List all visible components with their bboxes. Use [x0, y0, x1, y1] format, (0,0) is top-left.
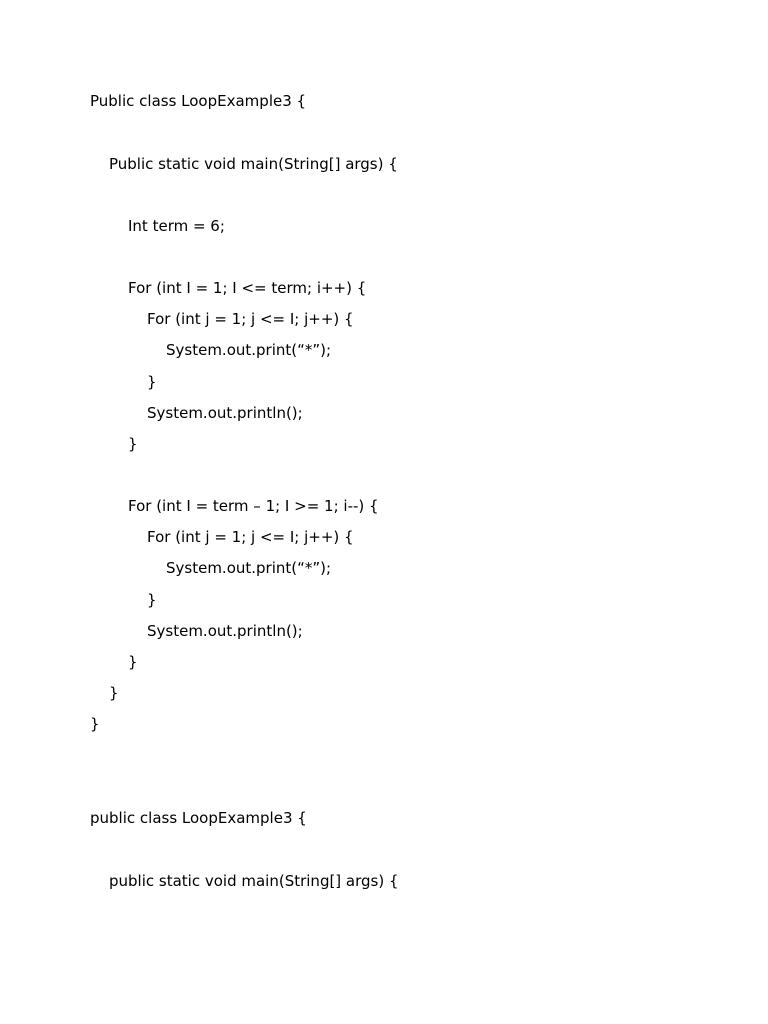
code-line-term-declaration: Int term = 6;: [128, 217, 225, 235]
code-line-main-close: }: [109, 684, 119, 702]
code-line-main-declaration: Public static void main(String[] args) {: [109, 155, 398, 173]
code-line-loop2-inner: For (int j = 1; j <= I; j++) {: [147, 528, 354, 546]
code-line-main-declaration-2: public static void main(String[] args) {: [109, 872, 399, 890]
code-line-class-declaration-2: public class LoopExample3 {: [90, 809, 307, 827]
code-line-loop2-inner-close: }: [147, 591, 157, 609]
code-line-loop1-outer: For (int I = 1; I <= term; i++) {: [128, 279, 367, 297]
code-line-class-close: }: [90, 715, 100, 733]
code-line-class-declaration: Public class LoopExample3 {: [90, 92, 307, 110]
code-line-loop1-inner: For (int j = 1; j <= I; j++) {: [147, 310, 354, 328]
code-line-loop2-print: System.out.print(“*”);: [166, 559, 332, 577]
code-line-loop2-outer-close: }: [128, 653, 138, 671]
code-line-loop1-print: System.out.print(“*”);: [166, 341, 332, 359]
code-line-loop2-outer: For (int I = term – 1; I >= 1; i--) {: [128, 497, 379, 515]
code-line-loop2-println: System.out.println();: [147, 622, 303, 640]
code-line-loop1-println: System.out.println();: [147, 404, 303, 422]
code-line-loop1-outer-close: }: [128, 435, 138, 453]
code-line-loop1-inner-close: }: [147, 373, 157, 391]
